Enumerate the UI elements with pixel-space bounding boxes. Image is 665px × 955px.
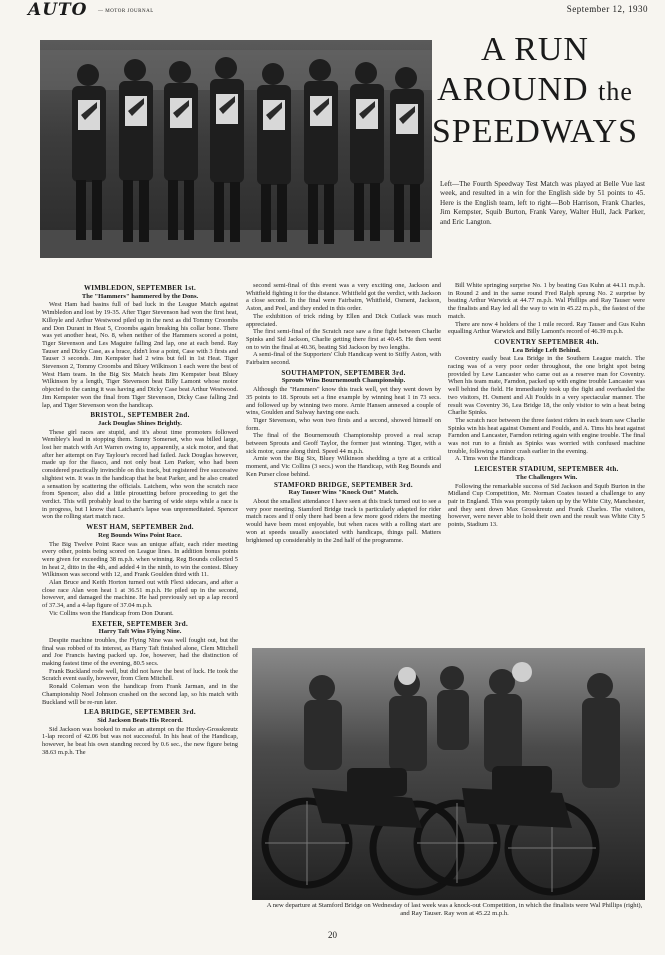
paragraph: The Big Twelve Point Race was an unique affair, each rider meeting every other, points being scored on League lines. In addition bonus points were given for exceeding 38 m.p.h. when winning. Reg Bounds collected 5 in heat 2, ditto in the 4th, and added 4 in the ninth, to win the contest. Bluey Wilkinson was second with 12, and Frank Goulden third with 11. (42, 540, 238, 579)
team-photo-caption: Left—The Fourth Speedway Test Match was played at Belle Vue last week, and resulted in a win for the English side by 51 points to 45. Here is the English team, left to right—Bob Harrison, Frank Charles, Jim Kempster, Squib Burton, Frank Varey, Walter Hull, Jack Parker, and Eric Langton. (440, 180, 645, 226)
section-subheading: Ray Tauser Wins "Knock Out" Match. (288, 489, 399, 497)
paragraph: Following the remarkable success of Sid Jackson and Squib Burton in the Midland Cup Competition, Mr. Norman Coates issued a challenge to any pair in England. This was promptly taken up by the White City, Manchester, and they sent down Max Grosskreutz and Frank Charles. The visitors, however, were never able to hold their own and the result was White City 5 points, Stadium 13. (448, 482, 645, 529)
riders-photo-caption: A new departure at Stamford Bridge on Wednesday of last week was a knock-out Competition, in which the finalists were Wal Phillips (right), and Ray Tauser. Ray won at 45.22 m.p.h. (266, 902, 643, 917)
title-line-1: A RUN (481, 31, 589, 68)
riders-photo (252, 648, 645, 900)
paragraph: The exhibition of trick riding by Ellen and Dick Cutlack was much appreciated. (246, 312, 441, 328)
issue-date: September 12, 1930 (566, 4, 648, 14)
section-heading: WEST HAM, SEPTEMBER 2nd. (86, 523, 194, 532)
paragraph: There are now 4 holders of the 1 mile record. Ray Tauser and Gus Kuhn equalling Arthur Warwick and Billy Lamont's record of 46.39 m.p.h. (448, 320, 645, 336)
section-subheading: Harry Taft Wins Flying Nine. (98, 628, 182, 636)
paragraph: Ronald Coleman won the handicap from Frank Jarman, and in the Championship Noel Johnson crashed on the second lap, so his match with Buckland will be re-run later. (42, 683, 238, 706)
paragraph: Bill White springing surprise No. 1 by beating Gus Kuhn at 44.11 m.p.h. in Round 2 and in the same round Fred Ralph sprung No. 2 surprise by beating Arthur Warwick at 44.77 m.p.h. Wal Phillips and Ray Tauser were the finalists and Ray led all the way to win in 45.22 m.p.h., the fastest of the match. (448, 282, 645, 320)
section-heading: WIMBLEDON, SEPTEMBER 1st. (83, 284, 197, 292)
riders-photo-image (252, 648, 645, 900)
paragraph: The first semi-final of the Scratch race saw a fine fight between Charlie Spinks and Sid Jackson, Charlie getting there first at 40.45. He then went on to win the final at 40.36, beating Sid Jackson by two lengths. (246, 328, 441, 351)
section-subheading: Lea Bridge Left Behind. (512, 346, 581, 354)
article-column-1 (42, 282, 238, 756)
paragraph: Vic Collins won the Handicap from Don Durant. (49, 609, 174, 617)
team-photo-image (40, 40, 432, 258)
section-heading: STAMFORD BRIDGE, SEPTEMBER 3rd. (274, 480, 413, 489)
section-subheading: Jack Douglas Shines Brightly. (98, 419, 182, 427)
article-column-3 (448, 282, 645, 529)
title-line-2-main: AROUND (437, 71, 589, 108)
paragraph: A semi-final of the Supporters' Club Handicap went to Stiffy Aston, with Fairbairn second. (246, 351, 441, 367)
title-line-2-word: the (598, 77, 633, 106)
section-subheading: The Challengers Win. (515, 473, 578, 481)
page-number: 20 (328, 930, 337, 940)
paragraph: Despite machine troubles, the Flying Nine was well fought out, but the final was robbed of its interest, as Harry Taft finished alone, Clem Mitchell and Joe Francis having packed up. Joe, however, had the distinction of making fastest time of the evening, 80.5 secs. (42, 636, 238, 668)
section-subheading: Reg Bounds Wins Point Race. (98, 531, 182, 539)
team-photo (40, 40, 432, 258)
paragraph: These girl races are stupid, and it's about time promoters followed Wembley's lead in stopping them. Sunny Somerset, who was billed large, lost her match with Art Warren owing to, apparently, a sick motor, and that after her attempt on Fay Taylour's record had failed. Jack Douglas however, made up for the fiasco, and not only beat Len Parker, who had been considered practically invincible on this track, but registered five successive slightest win. It was in the handicap that he beat Parker, and he also created a sensation by scattering the officials. Latchem, who won the scratch race from Spencer, also did a little pirouetting before proceeding to get the verdict. This will probably lead to the barring of wide steps while a race is in progress, but I know that Latcham's lapse was unpremeditated. Spencer won the rolling start match race. (42, 428, 238, 521)
section-subheading: Sprouts Wins Bournemouth Championship. (281, 377, 406, 385)
section-heading: COVENTRY SEPTEMBER 4th. (494, 337, 599, 346)
magazine-logo: AUTO (28, 0, 88, 20)
paragraph: Coventry easily beat Lea Bridge in the Southern League match. The racing was of a very poor order throughout, the one bright spot being provided by Lew Lancaster who came out as a reserve man for Coventry. When his team mate, Farndon, packed up with engine trouble Lancaster was well behind the field. He immediately took up the fight and overhauled the two visitors, H. Osment and Ali Foulds in a very spectacular manner. The result was Coventry 36, Lea Bridge 18, the only visitor to win a heat being Charlie Spinks. (448, 355, 645, 417)
masthead (28, 2, 648, 20)
title-line-2 (425, 70, 645, 112)
paragraph: second semi-final of this event was a very exciting one, Jackson and Whitfield fighting it for the distance. Whitfield got the verdict, with Jackson a close second. In the final were Fairbairn, Whitfield, Osment, Jackson, Aston, and Peel, and they ended in this order. (246, 282, 441, 313)
section-heading: SOUTHAMPTON, SEPTEMBER 3rd. (281, 368, 406, 377)
section-heading: EXETER, SEPTEMBER 3rd. (91, 619, 189, 628)
paragraph: West Ham had basins full of bad luck in the League Match against Wimbledon and lost by 19-35. After Tiger Stevenson had won the first heat, Killoyle and Arthur Westwood piled up in the next as did Tommy Croombs and Don Durant in Heat 5, Croombs again breaking his collar bone. There was yet another heat, No. 8, when neither of the Hammers scored a point, Tiger Stevenson and Les Maguire falling 2nd lap, one at each bend. Ray Tauser and Dicky Case, as a brace, didn't lose a point, Case with 3 firsts and Tauser 3 seconds. Jim Kempster had 2 wins but fell in 1st Heat. Tiger Stevenson 2, Tommy Croombs and Bluey Wilkinson 1 each were the best of West Ham team. In the Big Six Match heats Jim Kempster beat Bluey Wilkinson by a length, Tiger Stevenson beat Billy Lamont whose motor objected to the caning it was having and Dicky Case beat Arthur Westwood. Jim Kempster won the final from Tiger Stevenson, Dicky Case falling 2nd lap, and Tiger Stevenson won the handicap. (42, 301, 238, 409)
section-heading: BRISTOL, SEPTEMBER 2nd. (90, 411, 190, 420)
paragraph: A. Tims won the Handicap. (455, 455, 526, 463)
paragraph: Tiger Stevenson, who won two firsts and a second, showed himself on form. (246, 416, 441, 432)
section-subheading: Sid Jackson Beats His Record. (97, 716, 183, 724)
logo-subtitle: — MOTOR JOURNAL (98, 9, 154, 14)
paragraph: Sid Jackson was booked to make an attempt on the Huxley-Grosskreutz 1-lap record of 42.06 but was not successful. In his heat of the Handicap, however, he beat his own standing record by 0.6 sec., the new figure being 38.63 m.p.h. The (42, 725, 238, 756)
paragraph: Frank Buckland rode well, but did not have the best of luck. He took the Scratch event easily, however, from Clem Mitchell. (42, 667, 238, 683)
paragraph: The final of the Bournemouth Championship proved a real scrap between Sprouts and Geoff Taylor, the former just winning. Tiger, with a sick motor, came along third. Speed 44 m.p.h. (246, 432, 441, 455)
paragraph: Although the "Hammers" know this track well, yet they went down by 35 points to 18. Sprouts set a fine example by winning heat 1 in 73 secs. and followed up by winning two more. Arnie Hansen annexed a couple of wins, Goulden and Sulway having one each. (246, 386, 441, 417)
section-subheading: The "Hammers" hammered by the Dons. (81, 292, 199, 300)
section-heading: LEA BRIDGE, SEPTEMBER 3rd. (84, 708, 196, 717)
article-column-2 (246, 282, 441, 544)
paragraph: About the smallest attendance I have seen at this track turned out to see a very poor meeting. Stamford Bridge track is particularly adapted for rider match races and if only there had been a few more good riders the meeting would have been most enjoyable, but when races with a rolling start are won at speeds usually associated with handicaps, things pall. Matters brightened up considerably in the 2nd half of the programme. (246, 497, 441, 544)
article-title (425, 30, 645, 152)
paragraph: The scratch race between the three fastest riders in each team saw Charlie Spinks win his heat against Osment and Foulds, and A. Tims his heat against Farndon and Lancaster, Farndon retiring again with engine trouble. The final was not run to a finish as Spinks was worried with confused machine trouble, following a minor crash earlier in the evening. (448, 416, 645, 455)
paragraph: Arnie won the Big Six, Bluey Wilkinson shedding a tyre at a critical moment, and Vic Collins (3 secs.) won the Handicap, with Reg Bounds and Ken Purser close behind. (246, 455, 441, 478)
paragraph: Alan Bruce and Keith Horton turned out with Flexi sidecars, and after a close race Alan won heat 1 at 36.51 m.p.h. He piled up in the second, however, and damaged the machine. He had previously set up a lap record of 37.34, and a 4-lap figure of 37.04 m.p.h. (42, 579, 238, 610)
title-line-3: SPEEDWAYS (431, 113, 639, 150)
section-heading: LEICESTER STADIUM, SEPTEMBER 4th. (474, 465, 619, 474)
